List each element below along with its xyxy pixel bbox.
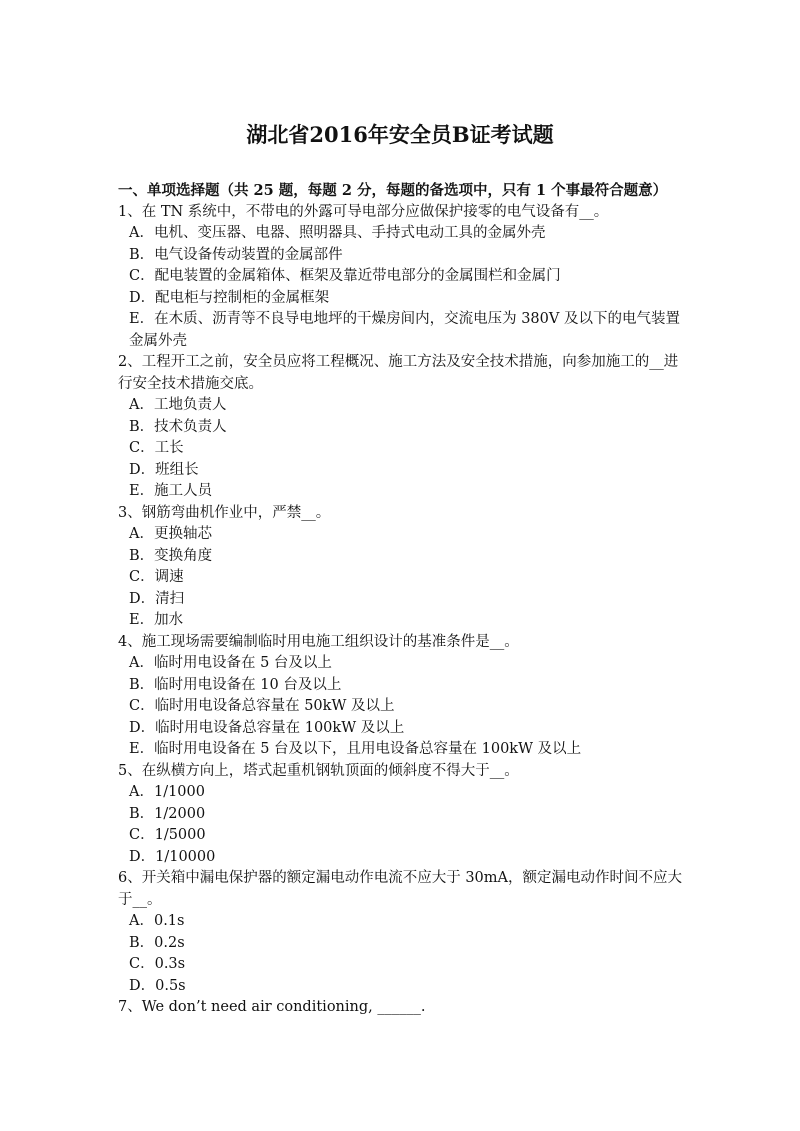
option-b: B．0.2s xyxy=(129,934,185,951)
option-c: C．1/5000 xyxy=(129,827,206,843)
question-text: 1、在 TN 系统中，不带电的外露可导电部分应做保护接零的电气设备有__。 xyxy=(118,203,609,220)
option-a: A．工地负责人 xyxy=(129,397,227,413)
option-b: B．临时用电设备在 10 台及以上 xyxy=(129,676,342,693)
question-2 xyxy=(118,352,688,503)
option-a: A．临时用电设备在 5 台及以上 xyxy=(129,655,332,671)
question-5 xyxy=(118,761,688,869)
option-c: C．临时用电设备总容量在 50kW 及以上 xyxy=(129,698,395,714)
option-d: D．临时用电设备总容量在 100kW 及以上 xyxy=(129,719,405,736)
option-b: B．1/2000 xyxy=(129,805,206,822)
section-heading: 一、单项选择题（共 25 题，每题 2 分，每题的备选项中，只有 1 个事最符合题意） xyxy=(118,182,668,199)
document-body xyxy=(118,180,688,1019)
question-1 xyxy=(118,202,688,353)
question-7 xyxy=(118,997,688,1019)
option-d: D．清扫 xyxy=(129,590,185,607)
question-4 xyxy=(118,632,688,761)
option-b: B．电气设备传动装置的金属部件 xyxy=(129,246,343,263)
question-text: 4、施工现场需要编制临时用电施工组织设计的基准条件是__。 xyxy=(118,633,519,650)
question-text: 5、在纵横方向上，塔式起重机钢轨顶面的倾斜度不得大于__。 xyxy=(118,762,519,779)
question-text: 2、工程开工之前，安全员应将工程概况、施工方法及安全技术措施，向参加施工的__进行安全技术措施交底。 xyxy=(118,354,679,392)
document-title: 湖北省2016年安全员B证考试题 xyxy=(246,122,554,147)
option-d: D．0.5s xyxy=(129,977,186,994)
option-e: E．施工人员 xyxy=(129,483,213,499)
option-d: D．1/10000 xyxy=(129,848,216,865)
option-c: C．调速 xyxy=(129,569,184,585)
question-6 xyxy=(118,868,688,997)
question-text: 3、钢筋弯曲机作业中，严禁__。 xyxy=(118,504,331,521)
option-c: C．配电装置的金属箱体、框架及靠近带电部分的金属围栏和金属门 xyxy=(129,268,561,284)
option-d: D．班组长 xyxy=(129,461,199,478)
option-a: A．电机、变压器、电器、照明器具、手持式电动工具的金属外壳 xyxy=(129,225,546,241)
option-b: B．技术负责人 xyxy=(129,418,227,435)
question-text: 7、We don’t need air conditioning, ______. xyxy=(118,999,426,1015)
option-a: A．1/1000 xyxy=(129,784,205,800)
option-e: E．在木质、沥青等不良导电地坪的干燥房间内，交流电压为 380V 及以下的电气装置金属外壳 xyxy=(129,311,680,349)
question-3 xyxy=(118,503,688,632)
option-b: B．变换角度 xyxy=(129,547,213,564)
option-e: E．加水 xyxy=(129,612,184,628)
option-d: D．配电柜与控制柜的金属框架 xyxy=(129,289,330,306)
option-c: C．0.3s xyxy=(129,956,186,972)
question-text: 6、开关箱中漏电保护器的额定漏电动作电流不应大于 30mA，额定漏电动作时间不应大于__。 xyxy=(118,870,683,908)
option-c: C．工长 xyxy=(129,440,184,456)
option-a: A．更换轴芯 xyxy=(129,526,212,542)
option-a: A．0.1s xyxy=(129,913,185,929)
option-e: E．临时用电设备在 5 台及以下，且用电设备总容量在 100kW 及以上 xyxy=(129,741,582,757)
